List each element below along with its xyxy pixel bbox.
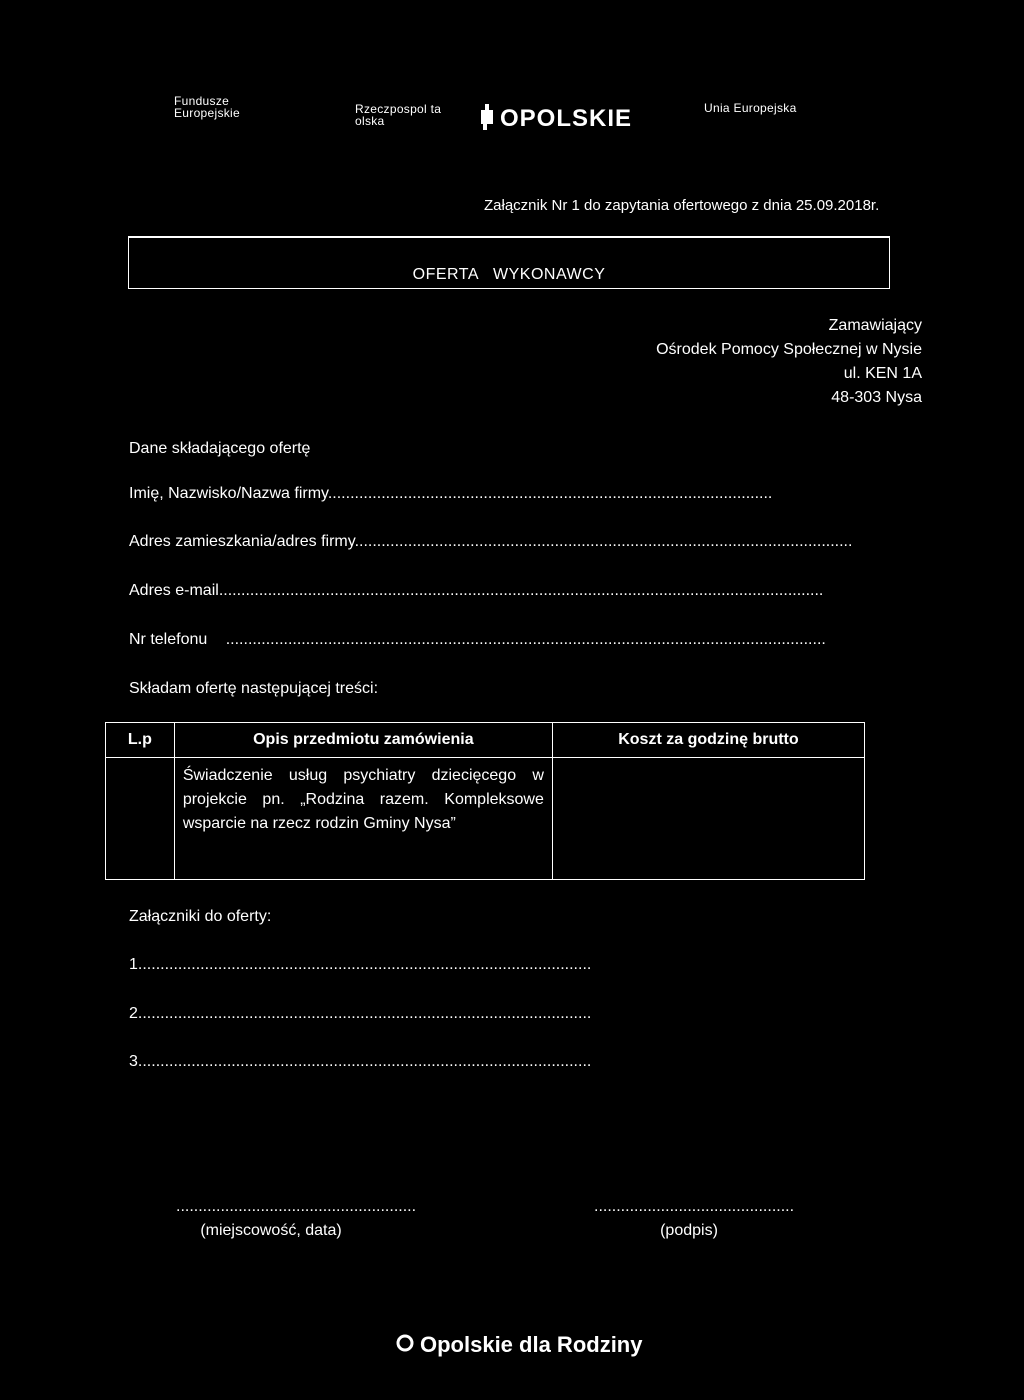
attachment-number: 3	[129, 1053, 138, 1070]
attachment-number: 1	[129, 956, 138, 973]
opolskie-logo-text: OPOLSKIE	[500, 105, 633, 132]
field-dots: ................................................................................................................	[354, 533, 853, 550]
cell-description: Świadczenie usług psychiatry dziecięcego w projekcie pn. „Rodzina razem. Kompleksowe wsparcie na rzecz rodzin Gminy Nysa”	[174, 758, 552, 880]
rp-logo-text: Rzeczpospol ta olska	[355, 102, 442, 128]
bidder-name-field[interactable]	[129, 485, 829, 503]
eu-logo-text: Unia Europejska	[704, 101, 797, 115]
field-dots: ....................................................................................................	[327, 485, 773, 502]
attachment-line-1[interactable]	[129, 956, 624, 974]
order-table	[105, 722, 865, 880]
bidder-section-heading: Dane składającego ofertę	[129, 440, 311, 457]
attachment-line-3[interactable]	[129, 1053, 624, 1071]
circle-bullet-icon	[396, 1334, 414, 1352]
offer-title-box	[128, 236, 890, 289]
offer-intro: Składam ofertę następującej treści:	[129, 680, 379, 697]
field-label: Adres zamieszkania/adres firmy	[129, 533, 355, 550]
header-cost: Koszt za godzinę brutto	[552, 723, 864, 758]
funds-logo-text: Fundusze Europejskie	[174, 94, 241, 120]
attachment-dots: ......................................................................................................	[137, 956, 592, 973]
place-date-label: (miejscowość, data)	[200, 1222, 342, 1239]
attachment-number: 2	[129, 1005, 138, 1022]
place-date-dots: ......................................................	[176, 1198, 417, 1215]
attachment-line-2[interactable]	[129, 1005, 624, 1023]
ordering-party-label: Zamawiający	[828, 317, 922, 334]
cell-lp	[106, 758, 175, 880]
ordering-party-block	[656, 314, 922, 410]
opolskie-emblem-icon	[480, 104, 494, 135]
signature-dots: .............................................	[594, 1198, 795, 1215]
ordering-party-city: 48-303 Nysa	[831, 389, 922, 406]
attachments-heading: Załączniki do oferty:	[129, 908, 272, 925]
cell-cost[interactable]	[552, 758, 864, 880]
ordering-party-street: ul. KEN 1A	[843, 365, 922, 382]
footer-slogan: Opolskie dla Rodziny	[420, 1332, 643, 1357]
field-label: Nr telefonu	[129, 631, 212, 648]
bidder-phone-field[interactable]	[129, 631, 889, 649]
attachment-dots: ......................................................................................................	[137, 1005, 592, 1022]
field-label: Adres e-mail	[129, 582, 219, 599]
header-lp: L.p	[106, 723, 175, 758]
attachment-dots: ......................................................................................................	[137, 1053, 592, 1070]
attachment-reference: Załącznik Nr 1 do zapytania ofertowego z dnia 25.09.2018r.	[484, 197, 880, 214]
field-dots: ........................................................................................................................................	[218, 582, 824, 599]
bidder-address-field[interactable]	[129, 533, 889, 551]
field-label: Imię, Nazwisko/Nazwa firmy	[129, 485, 328, 502]
table-header-row	[106, 723, 865, 758]
table-row	[106, 758, 865, 880]
field-dots: .......................................................................................................................................	[225, 631, 826, 648]
bidder-email-field[interactable]	[129, 582, 889, 600]
header-description: Opis przedmiotu zamówienia	[174, 723, 552, 758]
signature-label: (podpis)	[660, 1222, 718, 1239]
offer-title: OFERTA WYKONAWCY	[412, 266, 606, 283]
ordering-party-name: Ośrodek Pomocy Społecznej w Nysie	[656, 341, 922, 358]
